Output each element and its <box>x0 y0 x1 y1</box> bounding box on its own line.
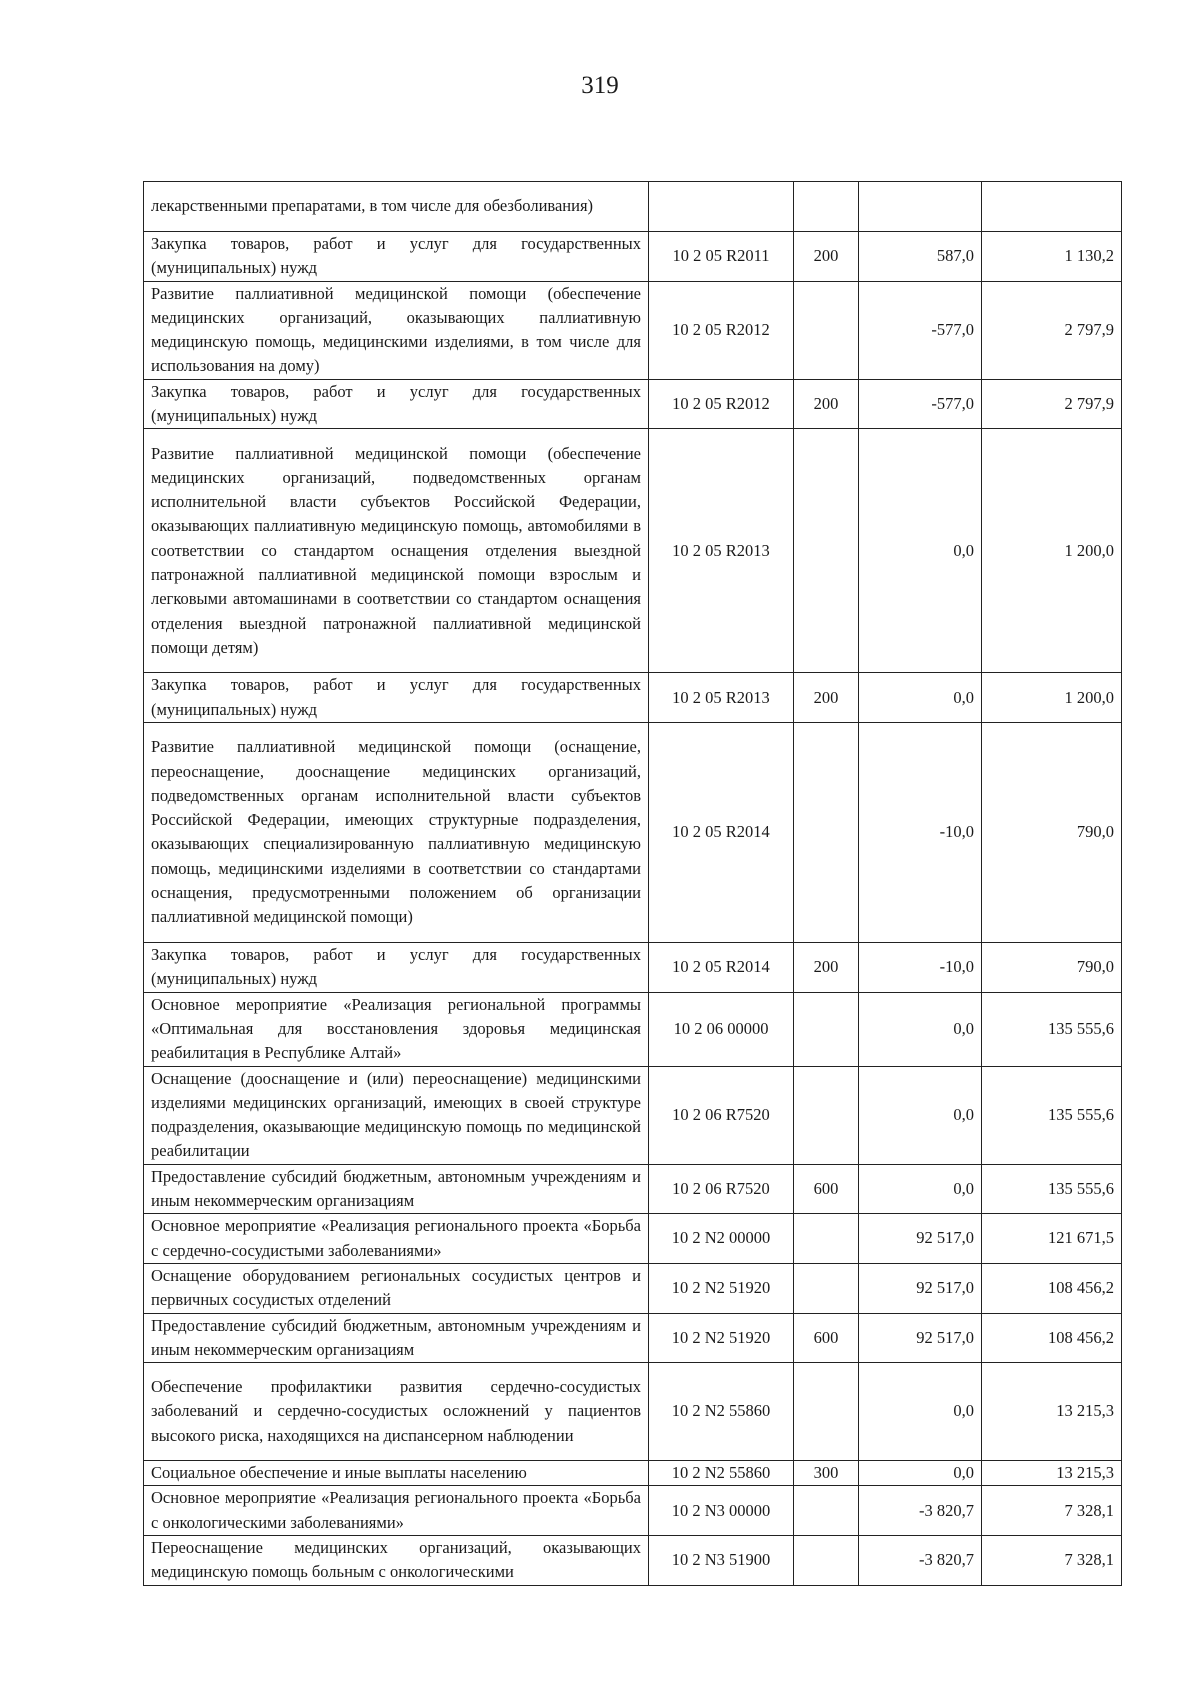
row-change <box>859 182 982 232</box>
row-expense-type <box>794 182 859 232</box>
row-expense-type <box>794 429 859 673</box>
row-change: -3 820,7 <box>859 1536 982 1586</box>
row-change: -3 820,7 <box>859 1486 982 1536</box>
row-expense-type <box>794 1066 859 1164</box>
row-change: 92 517,0 <box>859 1263 982 1313</box>
row-change: 0,0 <box>859 1461 982 1486</box>
row-code: 10 2 N2 51920 <box>649 1263 794 1313</box>
table-row <box>144 1486 1122 1536</box>
row-name: Основное мероприятие «Реализация регионального проекта «Борьба с сердечно-сосудистыми заболеваниями» <box>144 1214 649 1264</box>
row-expense-type: 600 <box>794 1313 859 1363</box>
row-expense-type <box>794 1363 859 1461</box>
row-total: 790,0 <box>982 722 1122 942</box>
row-name: Основное мероприятие «Реализация региональной программы «Оптимальная для восстановления здоровья медицинская реабилитация в Республике Алтай» <box>144 992 649 1066</box>
row-expense-type <box>794 1263 859 1313</box>
row-code: 10 2 N2 51920 <box>649 1313 794 1363</box>
row-expense-type: 300 <box>794 1461 859 1486</box>
row-change: -577,0 <box>859 379 982 429</box>
table-row <box>144 722 1122 942</box>
row-code: 10 2 06 R7520 <box>649 1066 794 1164</box>
row-code: 10 2 06 R7520 <box>649 1164 794 1214</box>
table-row <box>144 232 1122 282</box>
row-expense-type: 600 <box>794 1164 859 1214</box>
row-total: 135 555,6 <box>982 1164 1122 1214</box>
table-row <box>144 942 1122 992</box>
row-total: 1 200,0 <box>982 429 1122 673</box>
table-row <box>144 379 1122 429</box>
row-total: 135 555,6 <box>982 1066 1122 1164</box>
row-change: 0,0 <box>859 992 982 1066</box>
row-change: 92 517,0 <box>859 1214 982 1264</box>
row-code: 10 2 06 00000 <box>649 992 794 1066</box>
row-code: 10 2 N2 55860 <box>649 1461 794 1486</box>
row-name: Социальное обеспечение и иные выплаты населению <box>144 1461 649 1486</box>
row-total: 7 328,1 <box>982 1486 1122 1536</box>
row-name: Оснащение оборудованием региональных сосудистых центров и первичных сосудистых отделений <box>144 1263 649 1313</box>
row-name: лекарственными препаратами, в том числе для обезболивания) <box>144 182 649 232</box>
row-code: 10 2 N3 00000 <box>649 1486 794 1536</box>
row-code: 10 2 05 R2013 <box>649 429 794 673</box>
row-name: Основное мероприятие «Реализация регионального проекта «Борьба с онкологическими заболеваниями» <box>144 1486 649 1536</box>
row-change: 92 517,0 <box>859 1313 982 1363</box>
row-total: 790,0 <box>982 942 1122 992</box>
table-row <box>144 1214 1122 1264</box>
row-code: 10 2 05 R2014 <box>649 942 794 992</box>
row-total: 135 555,6 <box>982 992 1122 1066</box>
row-change: 0,0 <box>859 1066 982 1164</box>
row-name: Оснащение (дооснащение и (или) переоснащение) медицинскими изделиями медицинских организаций, имеющих в своей структуре подразделения, оказывающие медицинскую помощь по медицинской реабилитации <box>144 1066 649 1164</box>
row-name: Закупка товаров, работ и услуг для государственных (муниципальных) нужд <box>144 232 649 282</box>
row-expense-type: 200 <box>794 942 859 992</box>
table-row <box>144 1066 1122 1164</box>
row-total: 108 456,2 <box>982 1263 1122 1313</box>
row-code: 10 2 05 R2013 <box>649 673 794 723</box>
table-row <box>144 281 1122 379</box>
table-row <box>144 1536 1122 1586</box>
row-total: 121 671,5 <box>982 1214 1122 1264</box>
row-expense-type: 200 <box>794 673 859 723</box>
row-total: 108 456,2 <box>982 1313 1122 1363</box>
table-row <box>144 429 1122 673</box>
row-expense-type: 200 <box>794 232 859 282</box>
row-code <box>649 182 794 232</box>
row-expense-type: 200 <box>794 379 859 429</box>
row-change: 0,0 <box>859 429 982 673</box>
table-row <box>144 1313 1122 1363</box>
row-name: Закупка товаров, работ и услуг для государственных (муниципальных) нужд <box>144 379 649 429</box>
row-name: Переоснащение медицинских организаций, оказывающих медицинскую помощь больным с онкологическими <box>144 1536 649 1586</box>
table-row <box>144 1164 1122 1214</box>
row-code: 10 2 N2 00000 <box>649 1214 794 1264</box>
row-total: 1 200,0 <box>982 673 1122 723</box>
row-total: 2 797,9 <box>982 379 1122 429</box>
row-code: 10 2 05 R2012 <box>649 281 794 379</box>
row-total: 2 797,9 <box>982 281 1122 379</box>
row-total <box>982 182 1122 232</box>
row-code: 10 2 N3 51900 <box>649 1536 794 1586</box>
budget-table <box>143 181 1122 1586</box>
table-row <box>144 992 1122 1066</box>
row-expense-type <box>794 992 859 1066</box>
row-code: 10 2 05 R2011 <box>649 232 794 282</box>
row-code: 10 2 05 R2014 <box>649 722 794 942</box>
row-name: Закупка товаров, работ и услуг для государственных (муниципальных) нужд <box>144 942 649 992</box>
row-code: 10 2 05 R2012 <box>649 379 794 429</box>
row-total: 13 215,3 <box>982 1461 1122 1486</box>
row-expense-type <box>794 1536 859 1586</box>
row-change: 0,0 <box>859 1363 982 1461</box>
row-total: 13 215,3 <box>982 1363 1122 1461</box>
row-name: Закупка товаров, работ и услуг для государственных (муниципальных) нужд <box>144 673 649 723</box>
row-expense-type <box>794 1214 859 1264</box>
table-row <box>144 1363 1122 1461</box>
row-name: Предоставление субсидий бюджетным, автономным учреждениям и иным некоммерческим организациям <box>144 1164 649 1214</box>
row-change: 587,0 <box>859 232 982 282</box>
row-total: 7 328,1 <box>982 1536 1122 1586</box>
row-change: -577,0 <box>859 281 982 379</box>
budget-table-body <box>144 182 1122 1586</box>
page-number: 319 <box>581 72 619 99</box>
row-change: -10,0 <box>859 722 982 942</box>
row-change: 0,0 <box>859 1164 982 1214</box>
row-name: Развитие паллиативной медицинской помощи (обеспечение медицинских организаций, подведомственных органам исполнительной власти субъектов Российской Федерации, оказывающих паллиативную медицинскую помощь, автомобилями в соответствии со стандартом оснащения отделения выездной патронажной паллиативной медицинской помощи взрослым и легковыми автомашинами в соответствии со стандартом оснащения отделения выездной патронажной паллиативной медицинской помощи детям) <box>144 429 649 673</box>
row-name: Обеспечение профилактики развития сердечно-сосудистых заболеваний и сердечно-сосудистых осложнений у пациентов высокого риска, находящихся на диспансерном наблюдении <box>144 1363 649 1461</box>
table-row <box>144 1263 1122 1313</box>
row-total: 1 130,2 <box>982 232 1122 282</box>
table-row <box>144 673 1122 723</box>
row-name: Развитие паллиативной медицинской помощи (оснащение, переоснащение, дооснащение медицинских организаций, подведомственных органам исполнительной власти субъектов Российской Федерации, имеющих структурные подразделения, оказывающих специализированную паллиативную медицинскую помощь, медицинскими изделиями в соответствии со стандартами оснащения, предусмотренными положением об организации паллиативной медицинской помощи) <box>144 722 649 942</box>
table-row <box>144 182 1122 232</box>
row-name: Развитие паллиативной медицинской помощи (обеспечение медицинских организаций, оказывающих паллиативную медицинскую помощь, медицинскими изделиями, в том числе для использования на дому) <box>144 281 649 379</box>
row-code: 10 2 N2 55860 <box>649 1363 794 1461</box>
row-change: 0,0 <box>859 673 982 723</box>
table-row <box>144 1461 1122 1486</box>
row-expense-type <box>794 1486 859 1536</box>
row-name: Предоставление субсидий бюджетным, автономным учреждениям и иным некоммерческим организациям <box>144 1313 649 1363</box>
row-change: -10,0 <box>859 942 982 992</box>
row-expense-type <box>794 281 859 379</box>
row-expense-type <box>794 722 859 942</box>
